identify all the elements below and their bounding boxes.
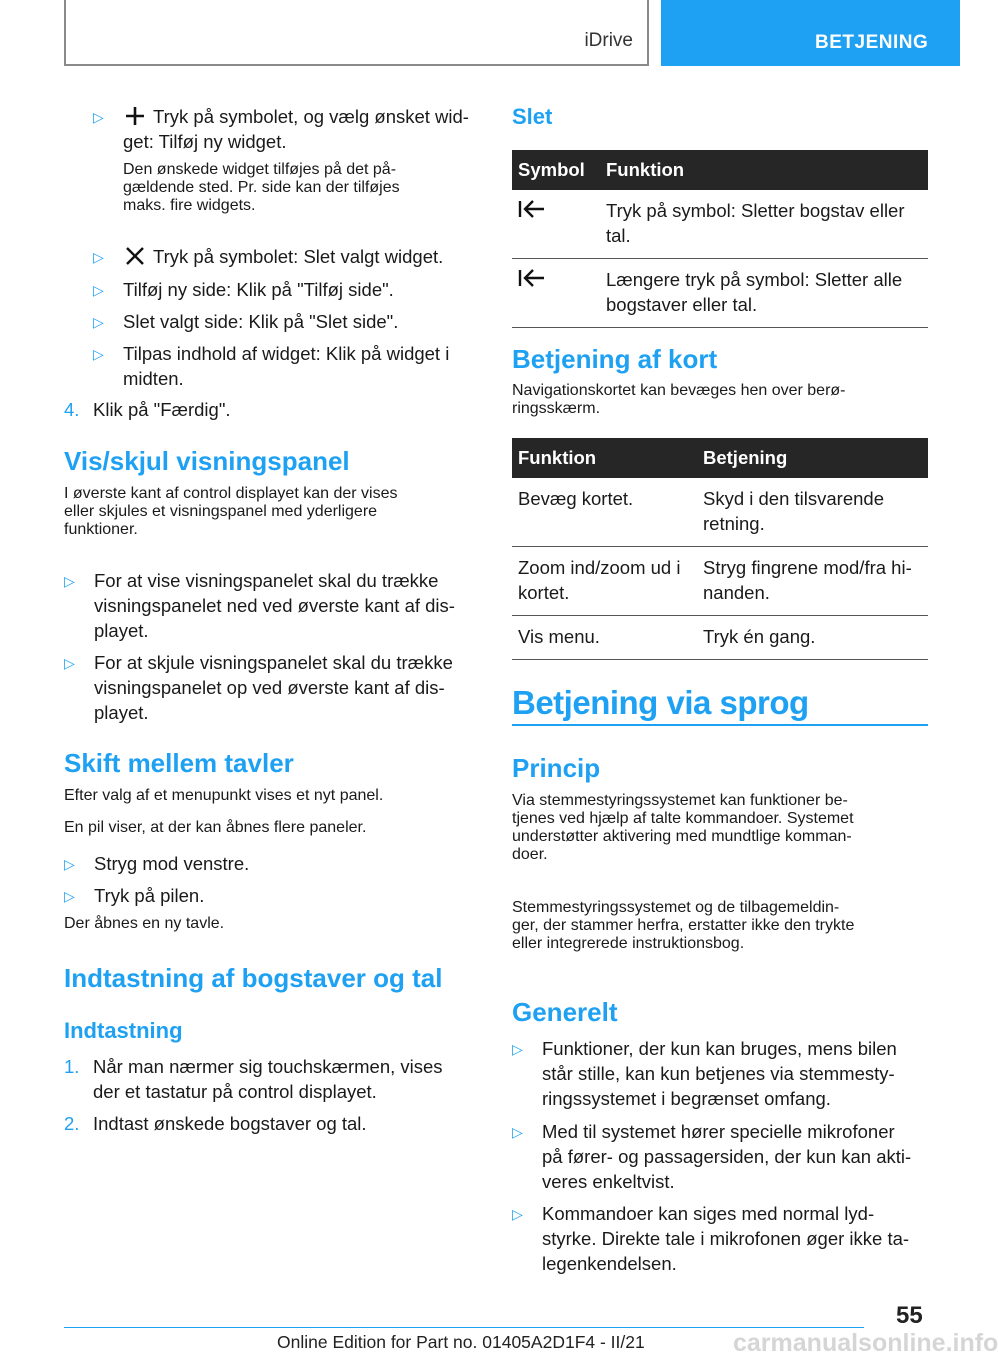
list-item bbox=[64, 341, 480, 391]
table-cell: Vis menu. bbox=[512, 616, 697, 660]
table-cell: Længere tryk på symbol: Sletter alle bogstaver eller tal. bbox=[600, 259, 928, 328]
step-number: 1. bbox=[64, 1056, 80, 1077]
watermark: carmanualsonline.info bbox=[733, 1329, 998, 1357]
header-section-label: iDrive bbox=[584, 30, 633, 51]
bullet-text: For at skjule visningspanelet skal du trække visningspanelet op ved øverste kant af dis- playet. bbox=[94, 652, 453, 723]
table-row bbox=[512, 616, 928, 660]
numbered-step bbox=[64, 1111, 480, 1136]
heading-princip: Princip bbox=[512, 753, 601, 783]
bullet-triangle-icon: ▷ bbox=[93, 346, 104, 362]
page-number: 55 bbox=[896, 1302, 923, 1329]
bullet-text: Slet valgt side: Klik på "Slet side". bbox=[123, 311, 399, 332]
subheading-indtastning: Indtastning bbox=[64, 1018, 183, 1043]
bullet-triangle-icon: ▷ bbox=[64, 856, 75, 872]
bullet-text: Tryk på symbolet, og vælg ønsket wid- get: Tilføj ny widget. bbox=[123, 106, 469, 152]
bullet-text: Funktioner, der kun kan bruges, mens bilen står stille, kan kun betjenes via stemmesty- ringssystemet i begrænset omfang. bbox=[542, 1038, 897, 1109]
numbered-step bbox=[64, 397, 480, 422]
header-section-tab bbox=[64, 0, 649, 66]
bullet-triangle-icon: ▷ bbox=[512, 1206, 523, 1222]
bullet-text: Tryk på symbolet: Slet valgt widget. bbox=[153, 246, 444, 267]
backspace-icon bbox=[518, 198, 546, 220]
backspace-icon bbox=[518, 267, 546, 289]
heading-generelt: Generelt bbox=[512, 997, 618, 1027]
header-chapter-tab bbox=[661, 0, 960, 66]
heading-skift: Skift mellem tavler bbox=[64, 748, 294, 778]
step-text: Klik på "Færdig". bbox=[93, 399, 231, 420]
table-header-cell: Symbol bbox=[512, 150, 600, 190]
step-text: Indtast ønskede bogstaver og tal. bbox=[93, 1113, 367, 1134]
list-item bbox=[512, 1036, 928, 1111]
table-cell-symbol bbox=[512, 259, 600, 328]
close-icon bbox=[123, 246, 147, 266]
heading-betjening-sprog: Betjening via sprog bbox=[512, 684, 809, 721]
list-item bbox=[64, 883, 480, 908]
list-item bbox=[64, 851, 480, 876]
bullet-text: Tryk på pilen. bbox=[94, 885, 205, 906]
table-header-row bbox=[512, 150, 928, 190]
table-cell: Skyd i den tilsvarende retning. bbox=[697, 478, 928, 547]
list-item bbox=[64, 650, 480, 725]
table-header-cell: Funktion bbox=[600, 150, 928, 190]
bullet-triangle-icon: ▷ bbox=[64, 888, 75, 904]
table-cell: Bevæg kortet. bbox=[512, 478, 697, 547]
step-text: Når man nærmer sig touchskærmen, vises der et tastatur på control displayet. bbox=[93, 1056, 443, 1102]
bullet-text: Stryg mod venstre. bbox=[94, 853, 250, 874]
table-cell: Stryg fingrene mod/fra hi- nanden. bbox=[697, 547, 928, 616]
kort-table bbox=[512, 438, 928, 660]
paragraph: Navigationskortet kan bevæges hen over berø- ringsskærm. bbox=[512, 382, 846, 417]
section-divider bbox=[512, 724, 928, 726]
bullet-text: Tilpas indhold af widget: Klik på widget i midten. bbox=[123, 343, 450, 389]
heading-slet: Slet bbox=[512, 104, 553, 129]
table-row bbox=[512, 190, 928, 259]
bullet-text: For at vise visningspanelet skal du trække visningspanelet ned ved øverste kant af dis- playet. bbox=[94, 570, 455, 641]
paragraph: Der åbnes en ny tavle. bbox=[64, 915, 225, 932]
paragraph: Efter valg af et menupunkt vises et nyt panel. bbox=[64, 787, 384, 804]
bullet-triangle-icon: ▷ bbox=[93, 109, 104, 125]
bullet-triangle-icon: ▷ bbox=[512, 1041, 523, 1057]
table-row bbox=[512, 259, 928, 328]
header-chapter-label: BETJENING bbox=[815, 32, 929, 53]
bullet-triangle-icon: ▷ bbox=[64, 655, 75, 671]
table-cell: Tryk én gang. bbox=[697, 616, 928, 660]
footer-divider bbox=[64, 1327, 864, 1328]
bullet-text: Kommandoer kan siges med normal lyd- styrke. Direkte tale i mikrofonen øger ikke ta- legenkendelsen. bbox=[542, 1203, 910, 1274]
list-item bbox=[512, 1201, 928, 1276]
bullet-text: Tilføj ny side: Klik på "Tilføj side". bbox=[123, 279, 394, 300]
heading-betjening-kort: Betjening af kort bbox=[512, 344, 718, 374]
plus-icon bbox=[123, 106, 147, 126]
list-item bbox=[64, 244, 480, 269]
step-number: 4. bbox=[64, 399, 80, 420]
footer-edition: Online Edition for Part no. 01405A2D1F4 - II/21 bbox=[277, 1332, 645, 1352]
list-item bbox=[64, 309, 480, 334]
table-row bbox=[512, 478, 928, 547]
step-number: 2. bbox=[64, 1113, 80, 1134]
bullet-text: Med til systemet hører specielle mikrofoner på fører- og passagersiden, der kun kan akti- veres enkeltvist. bbox=[542, 1121, 912, 1192]
table-cell: Tryk på symbol: Sletter bogstav eller tal. bbox=[600, 190, 928, 259]
table-header-row bbox=[512, 438, 928, 478]
table-row bbox=[512, 547, 928, 616]
table-header-cell: Funktion bbox=[512, 438, 697, 478]
table-cell: Zoom ind/zoom ud i kortet. bbox=[512, 547, 697, 616]
numbered-step bbox=[64, 1054, 480, 1104]
slet-table bbox=[512, 150, 928, 328]
paragraph: En pil viser, at der kan åbnes flere paneler. bbox=[64, 819, 367, 836]
heading-indtastning: Indtastning af bogstaver og tal bbox=[64, 963, 443, 993]
table-header-cell: Betjening bbox=[697, 438, 928, 478]
bullet-triangle-icon: ▷ bbox=[512, 1124, 523, 1140]
paragraph: Stemmestyringssystemet og de tilbagemeldin- ger, der stammer herfra, erstatter ikke den trykte eller integrerede instruktionsbog. bbox=[512, 899, 855, 952]
list-item bbox=[64, 104, 480, 154]
bullet-triangle-icon: ▷ bbox=[93, 282, 104, 298]
bullet-triangle-icon: ▷ bbox=[64, 573, 75, 589]
list-item bbox=[64, 568, 480, 643]
table-cell-symbol bbox=[512, 190, 600, 259]
paragraph: I øverste kant af control displayet kan der vises eller skjules et visningspanel med yderligere funktioner. bbox=[64, 485, 398, 538]
bullet-triangle-icon: ▷ bbox=[93, 249, 104, 265]
paragraph: Via stemmestyringssystemet kan funktioner be- tjenes ved hjælp af talte kommandoer. Systemet understøtter aktivering med mundtlige komman- doer. bbox=[512, 792, 854, 863]
paragraph: Den ønskede widget tilføjes på det på- gældende sted. Pr. side kan der tilføjes maks. fire widgets. bbox=[123, 161, 400, 214]
bullet-triangle-icon: ▷ bbox=[93, 314, 104, 330]
list-item bbox=[512, 1119, 928, 1194]
list-item bbox=[64, 277, 480, 302]
heading-vis-skjul: Vis/skjul visningspanel bbox=[64, 446, 350, 476]
